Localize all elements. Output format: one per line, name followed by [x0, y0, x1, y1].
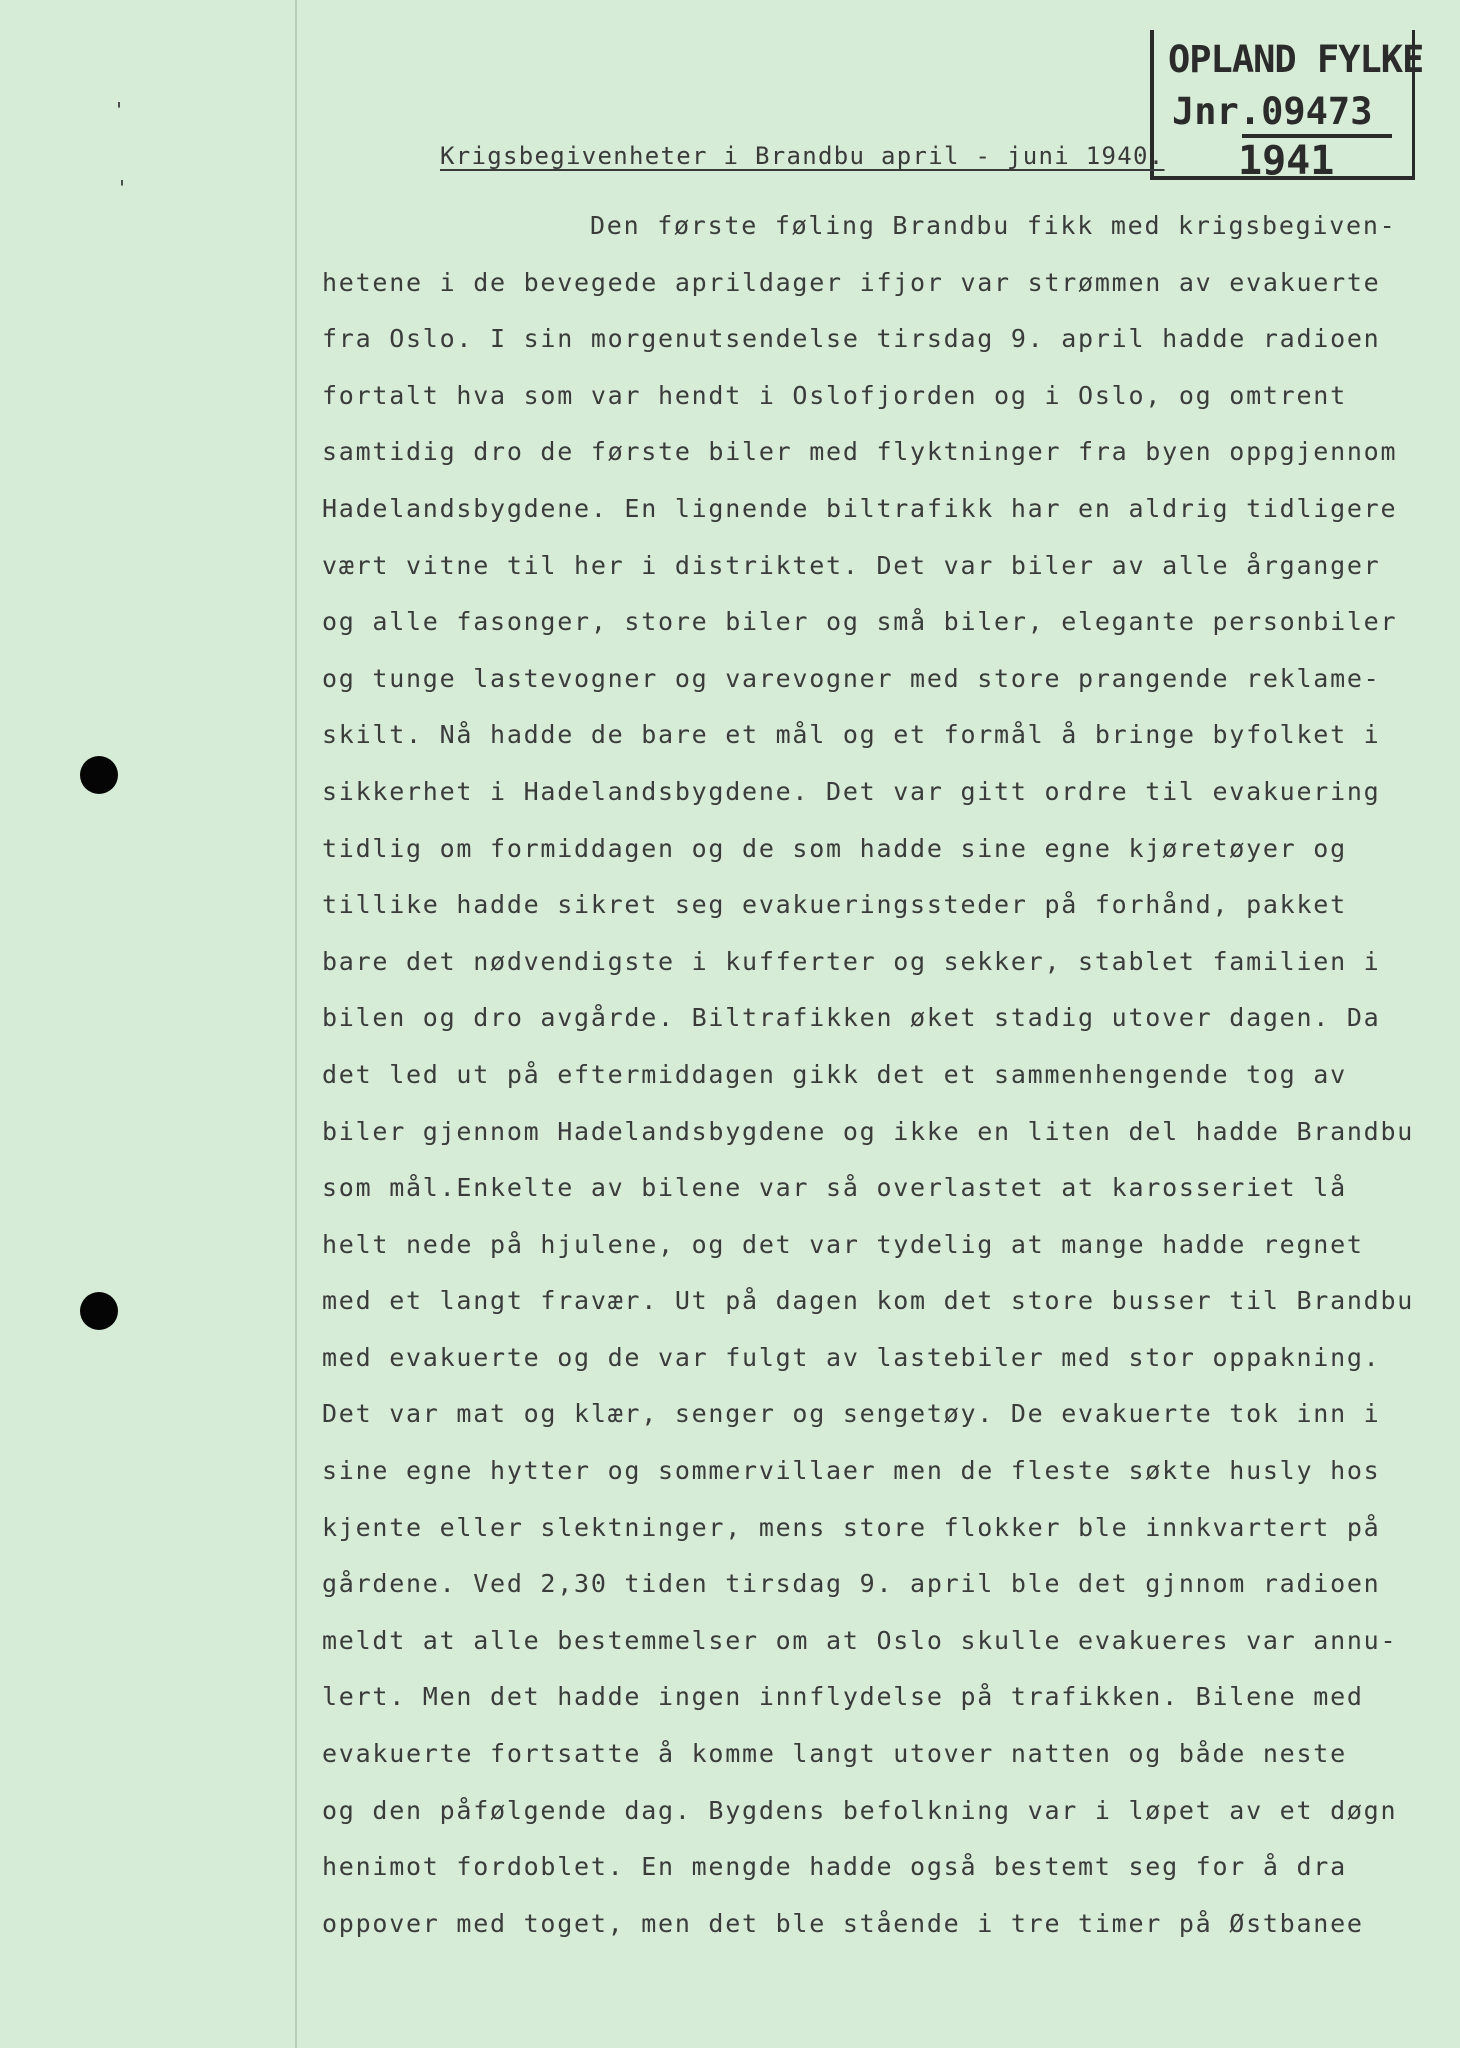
text-line: sine egne hytter og sommervillaer men de fleste søkte husly hos [322, 1456, 1381, 1486]
text-line: samtidig dro de første biler med flyktninger fra byen oppgjennom [322, 437, 1398, 467]
text-line: Den første føling Brandbu fikk med krigsbegiven- [590, 211, 1397, 240]
text-line: tidlig om formiddagen og de som hadde sine egne kjøretøyer og [322, 833, 1347, 863]
text-line: Det var mat og klær, senger og sengetøy. De evakuerte tok inn i [322, 1399, 1381, 1429]
text-line: vært vitne til her i distriktet. Det var biler av alle årganger [322, 550, 1381, 580]
text-line: lert. Men det hadde ingen innflydelse på trafikken. Bilene med [322, 1682, 1364, 1712]
text-line: sikkerhet i Hadelandsbygdene. Det var gitt ordre til evakuering [322, 776, 1381, 806]
margin-mark: ' [113, 98, 126, 122]
document-body [322, 198, 1432, 1952]
text-line: fra Oslo. I sin morgenutsendelse tirsdag 9. april hadde radioen [322, 324, 1381, 354]
text-line: det led ut på eftermiddagen gikk det et sammenhengende tog av [322, 1059, 1347, 1089]
text-line: skilt. Nå hadde de bare et mål og et formål å bringe byfolket i [322, 720, 1381, 750]
text-line: fortalt hva som var hendt i Oslofjorden og i Oslo, og omtrent [322, 380, 1347, 410]
text-line: kjente eller slektninger, mens store flokker ble innkvartert på [322, 1512, 1381, 1542]
text-line: helt nede på hjulene, og det var tydelig at mange hadde regnet [322, 1229, 1364, 1259]
margin-rule [295, 0, 297, 2048]
archive-stamp [1150, 30, 1424, 184]
text-line: henimot fordoblet. En mengde hadde også bestemt seg for å dra [322, 1852, 1347, 1882]
stamp-journal-number: Jnr.09473 [1172, 90, 1373, 133]
text-line: evakuerte fortsatte å komme langt utover natten og både neste [322, 1739, 1347, 1769]
text-line: med evakuerte og de var fulgt av lastebiler med stor oppakning. [322, 1342, 1381, 1372]
text-line: og alle fasonger, store biler og små biler, elegante personbiler [322, 607, 1398, 637]
stamp-office: OPLAND FYLKE [1168, 38, 1424, 81]
text-line: tillike hadde sikret seg evakueringssteder på forhånd, pakket [322, 890, 1347, 920]
punch-hole [80, 1292, 118, 1330]
text-line: bilen og dro avgårde. Biltrafikken øket stadig utover dagen. Da [322, 1003, 1381, 1033]
text-line: biler gjennom Hadelandsbygdene og ikke en liten del hadde Brandbu [322, 1116, 1415, 1146]
text-line: oppover med toget, men det ble stående i tre timer på Østbanee [322, 1908, 1364, 1938]
text-line: og den påfølgende dag. Bygdens befolkning var i løpet av et døgn [322, 1795, 1398, 1825]
text-line: gårdene. Ved 2,30 tiden tirsdag 9. april ble det gjnnom radioen [322, 1569, 1381, 1599]
text-line: med et langt fravær. Ut på dagen kom det store busser til Brandbu [322, 1286, 1415, 1316]
document-title: Krigsbegivenheter i Brandbu april - juni 1940. [440, 142, 1165, 170]
stamp-year: 1941 [1238, 138, 1335, 184]
punch-hole [80, 756, 118, 794]
text-line: og tunge lastevogner og varevogner med store prangende reklame- [322, 663, 1381, 693]
text-line: Hadelandsbygdene. En lignende biltrafikk har en aldrig tidligere [322, 493, 1398, 523]
text-line: meldt at alle bestemmelser om at Oslo skulle evakueres var annu- [322, 1625, 1398, 1655]
text-line: som mål.Enkelte av bilene var så overlastet at karosseriet lå [322, 1173, 1347, 1203]
margin-mark: ' [116, 176, 129, 200]
text-line: bare det nødvendigste i kufferter og sekker, stablet familien i [322, 946, 1381, 976]
text-line: hetene i de bevegede aprildager ifjor var strømmen av evakuerte [322, 267, 1381, 297]
